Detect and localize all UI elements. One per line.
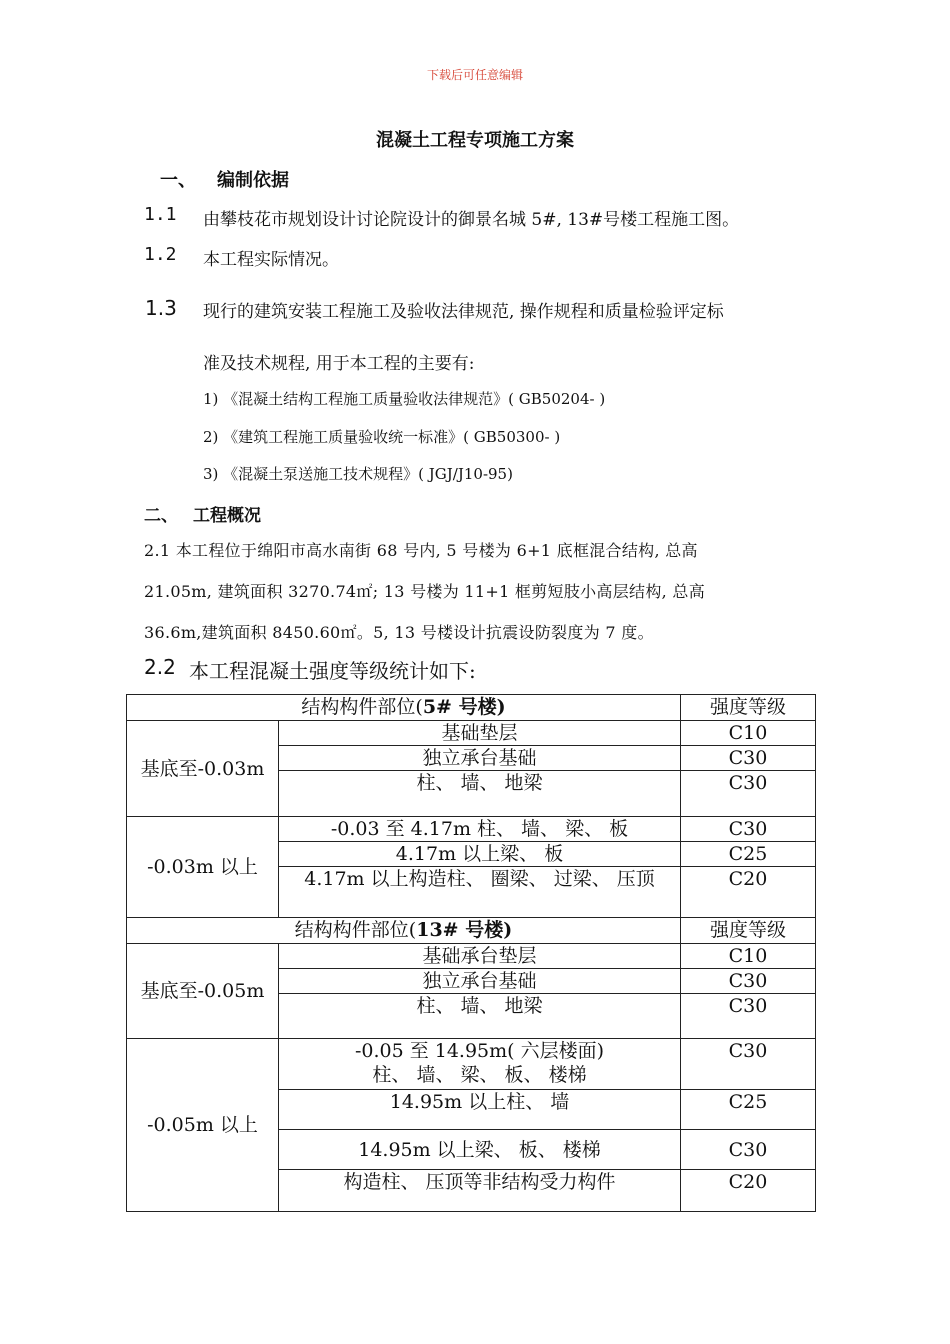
section2-number: 二、 — [144, 506, 178, 526]
component-cell: 4.17m 以上构造柱、 圈梁、 过梁、 压顶 — [279, 867, 681, 918]
grade-cell: C30 — [681, 969, 816, 994]
subsection-2-2-heading: 本工程混凝土强度等级统计如下: — [189, 659, 476, 683]
reference-2: 2) 《建筑工程施工质量验收统一标准》( GB50300- ) — [203, 428, 561, 446]
component-cell: -0.05 至 14.95m( 六层楼面) 柱、 墙、 梁、 板、 楼梯 — [279, 1039, 681, 1090]
component-cell: 独立承台基础 — [279, 969, 681, 994]
grade-cell: C30 — [681, 746, 816, 771]
grade-cell: C10 — [681, 721, 816, 746]
building-5-header: 结构构件部位(5# 号楼) — [127, 695, 681, 721]
item-1-2-number: 1.2 — [144, 244, 177, 265]
building-13-header: 结构构件部位(13# 号楼) — [127, 918, 681, 944]
table-row — [127, 1039, 816, 1090]
table-row — [127, 944, 816, 969]
range-label: 基底至-0.05m — [127, 944, 279, 1039]
reference-1: 1) 《混凝土结构工程施工质量验收法律规范》( GB50204- ) — [203, 390, 606, 408]
grade-cell: C30 — [681, 817, 816, 842]
range-label: -0.03m 以上 — [127, 817, 279, 918]
grade-header: 强度等级 — [681, 695, 816, 721]
overview-line-1: 2.1 本工程位于绵阳市高水南街 68 号内, 5 号楼为 6+1 底框混合结构, 总高 — [144, 541, 698, 560]
range-label: -0.05m 以上 — [127, 1039, 279, 1212]
grade-cell: C10 — [681, 944, 816, 969]
component-cell: 柱、 墙、 地梁 — [279, 771, 681, 817]
component-cell: -0.03 至 4.17m 柱、 墙、 梁、 板 — [279, 817, 681, 842]
reference-3: 3) 《混凝土泵送施工技术规程》( JGJ/J10-95) — [203, 465, 513, 483]
table-row — [127, 721, 816, 746]
component-cell: 构造柱、 压顶等非结构受力构件 — [279, 1170, 681, 1212]
item-1-1-text: 由攀枝花市规划设计讨论院设计的御景名城 5#, 13#号楼工程施工图。 — [203, 210, 740, 230]
table-header-row — [127, 918, 816, 944]
component-cell: 基础承台垫层 — [279, 944, 681, 969]
grade-cell: C30 — [681, 1039, 816, 1090]
item-1-1-number: 1.1 — [144, 204, 177, 225]
component-cell: 独立承台基础 — [279, 746, 681, 771]
component-cell: 基础垫层 — [279, 721, 681, 746]
item-1-2-text: 本工程实际情况。 — [203, 250, 339, 270]
subsection-2-2-number: 2.2 — [144, 655, 176, 679]
section2-heading: 工程概况 — [193, 506, 261, 526]
grade-header: 强度等级 — [681, 918, 816, 944]
item-1-3-number: 1.3 — [145, 296, 177, 320]
document-title: 混凝土工程专项施工方案 — [376, 130, 574, 151]
grade-cell: C30 — [681, 771, 816, 817]
section1-number: 一、 — [160, 170, 196, 191]
grade-cell: C30 — [681, 994, 816, 1039]
component-cell: 14.95m 以上梁、 板、 楼梯 — [279, 1130, 681, 1170]
component-cell: 14.95m 以上柱、 墙 — [279, 1090, 681, 1130]
overview-line-2: 21.05m, 建筑面积 3270.74㎡; 13 号楼为 11+1 框剪短肢小高层结构, 总高 — [144, 582, 706, 601]
section1-heading: 编制依据 — [217, 170, 289, 191]
grade-cell: C20 — [681, 867, 816, 918]
grade-cell: C30 — [681, 1130, 816, 1170]
range-label: 基底至-0.03m — [127, 721, 279, 817]
grade-cell: C20 — [681, 1170, 816, 1212]
item-1-3-text: 现行的建筑安装工程施工及验收法律规范, 操作规程和质量检验评定标 — [203, 302, 724, 322]
item-1-3-continuation: 准及技术规程, 用于本工程的主要有: — [203, 354, 475, 374]
overview-line-3: 36.6m,建筑面积 8450.60㎡。5, 13 号楼设计抗震设防裂度为 7 度。 — [144, 623, 654, 642]
grade-cell: C25 — [681, 1090, 816, 1130]
grade-cell: C25 — [681, 842, 816, 867]
concrete-grade-table — [126, 694, 816, 1212]
component-cell: 柱、 墙、 地梁 — [279, 994, 681, 1039]
header-note: 下载后可任意编辑 — [426, 68, 523, 82]
table-row — [127, 817, 816, 842]
table-header-row — [127, 695, 816, 721]
component-cell: 4.17m 以上梁、 板 — [279, 842, 681, 867]
